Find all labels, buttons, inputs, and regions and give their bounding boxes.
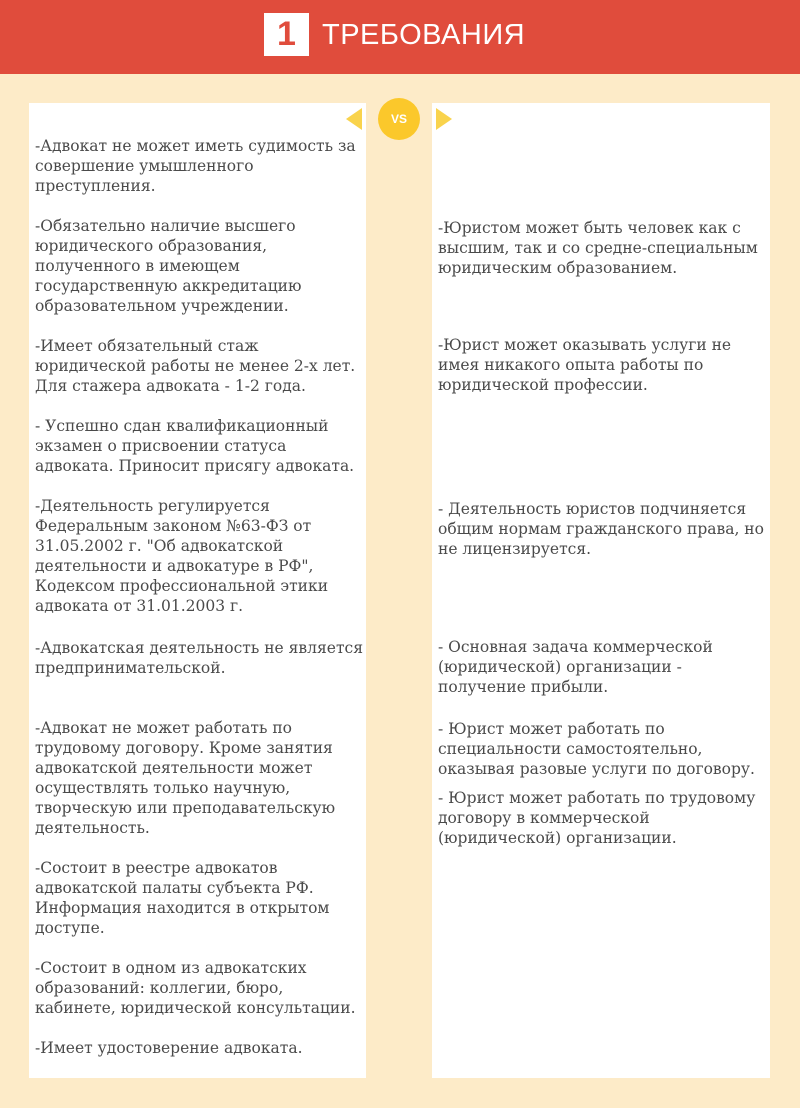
lawyer-item-5: -Деятельность регулируется Федеральным законом №63-ФЗ от 31.05.2002 г. "Об адвокатской деятельности и адвокатуре в РФ", Кодексом профессиональной этики адвоката от 31.01.2003 г. (35, 497, 329, 615)
section-number: 1 (264, 13, 309, 56)
lawyer-item-10: -Имеет удостоверение адвоката. (35, 1039, 303, 1057)
arrow-right-icon (436, 108, 452, 130)
lawyer-item-2: -Обязательно наличие высшего юридического образования, полученного в имеющем государственную аккредитацию образовательном учреждении. (35, 217, 302, 315)
jurist-item-6: - Юрист может работать по трудовому договору в коммерческой (юридической) организации. (438, 789, 756, 847)
header-banner (0, 0, 800, 74)
vs-badge (346, 98, 452, 140)
lawyer-item-1: -Адвокат не может иметь судимость за совершение умышленного преступления. (35, 137, 356, 195)
jurist-column (432, 103, 770, 1078)
jurist-item-4: - Основная задача коммерческой (юридической) организации - получение прибыли. (438, 638, 713, 696)
lawyer-item-9: -Состоит в одном из адвокатских образований: коллегии, бюро, кабинете, юридической консультации. (35, 959, 356, 1017)
lawyer-item-6: -Адвокатская деятельность не является предпринимательской. (35, 639, 363, 677)
jurist-item-1: -Юристом может быть человек как с высшим, так и со средне-специальным юридическим образованием. (438, 219, 758, 277)
jurist-item-2: -Юрист может оказывать услуги не имея никакого опыта работы по юридической профессии. (438, 336, 732, 394)
lawyer-item-3: -Имеет обязательный стаж юридической работы не менее 2-х лет. Для стажера адвоката - 1-2 года. (35, 337, 356, 395)
lawyer-column (29, 103, 366, 1078)
vs-label: VS (378, 98, 420, 140)
jurist-item-3: - Деятельность юристов подчиняется общим нормам гражданского права, но не лицензируется. (438, 500, 764, 558)
lawyer-item-8: -Состоит в реестре адвокатов адвокатской палаты субъекта РФ. Информация находится в открытом доступе. (35, 859, 330, 937)
section-title: ТРЕБОВАНИЯ (322, 19, 526, 51)
lawyer-item-7: -Адвокат не может работать по трудовому договору. Кроме занятия адвокатской деятельности может осуществлять только научную, творческую или преподавательскую деятельность. (35, 719, 336, 837)
arrow-left-icon (346, 108, 362, 130)
jurist-item-5: - Юрист может работать по специальности самостоятельно, оказывая разовые услуги по договору. (438, 720, 755, 778)
lawyer-item-4: - Успешно сдан квалификационный экзамен о присвоении статуса адвоката. Приносит присягу адвоката. (35, 417, 355, 475)
